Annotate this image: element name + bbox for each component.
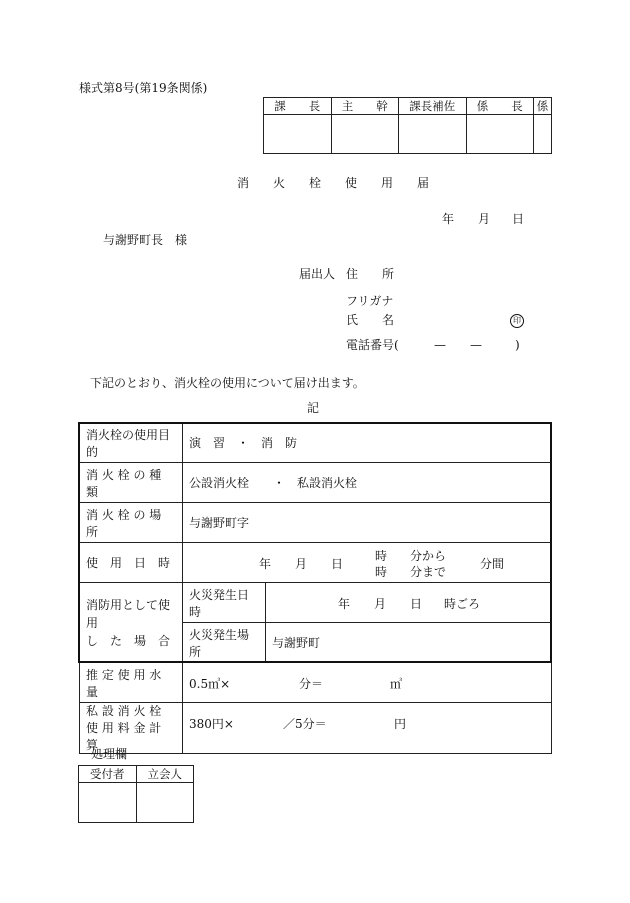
addressee: 与謝野町長 様 xyxy=(103,233,188,247)
fire-place-value[interactable]: 与謝野町 xyxy=(266,623,552,663)
intro-text: 下記のとおり、消火栓の使用について届け出ます。 xyxy=(90,376,365,390)
datetime-value[interactable]: 年 月 日 時 分から 時 分まで 分間 xyxy=(183,543,552,583)
type-value[interactable]: 公設消火栓 ・ 私設消火栓 xyxy=(183,463,552,503)
fee-value[interactable]: 380円× ／5分＝ 円 xyxy=(183,703,552,754)
usage-table xyxy=(79,422,552,754)
location-label: 消 火 栓 の 場 所 xyxy=(80,503,183,543)
phone-close: ) xyxy=(515,338,520,352)
approval-header: 係 長 xyxy=(466,98,534,115)
approval-stamp-cell[interactable] xyxy=(534,115,552,154)
approval-stamp-cell[interactable] xyxy=(466,115,534,154)
phone-dash: — xyxy=(434,338,446,352)
fire-use-label: 消防用として使用 し た 場 合 xyxy=(80,583,183,663)
phone-label: 電話番号( xyxy=(346,338,399,352)
processing-cell[interactable] xyxy=(79,783,137,823)
approval-stamp-cell[interactable] xyxy=(399,115,467,154)
location-value[interactable]: 与謝野町字 xyxy=(183,503,552,543)
fire-datetime-label: 火災発生日時 xyxy=(183,583,266,623)
date-month[interactable]: 月 xyxy=(478,212,491,226)
date-year[interactable]: 年 xyxy=(442,212,455,226)
fire-place-label: 火災発生場所 xyxy=(183,623,266,663)
approval-stamp-cell[interactable] xyxy=(331,115,399,154)
approval-header: 課 長 xyxy=(264,98,332,115)
fire-datetime-value[interactable]: 年 月 日 時ごろ xyxy=(266,583,552,623)
water-value[interactable]: 0.5㎥× 分＝ ㎥ xyxy=(183,663,552,703)
fee-label: 私 設 消 火 栓 使 用 料 金 計 算 xyxy=(80,703,183,754)
phone-dash: — xyxy=(470,338,482,352)
type-label: 消 火 栓 の 種 類 xyxy=(80,463,183,503)
datetime-label: 使 用 日 時 xyxy=(80,543,183,583)
furigana-label: フリガナ xyxy=(346,294,394,308)
document-title: 消 火 栓 使 用 届 xyxy=(237,176,430,190)
purpose-value[interactable]: 演 習 ・ 消 防 xyxy=(183,423,552,463)
processing-title: 処理欄 xyxy=(91,747,128,761)
date-day[interactable]: 日 xyxy=(512,212,525,226)
processing-cell[interactable] xyxy=(136,783,194,823)
approval-header: 主 幹 xyxy=(331,98,399,115)
approval-header: 係 xyxy=(534,98,552,115)
processing-header: 立会人 xyxy=(136,766,194,783)
processing-table xyxy=(78,765,194,823)
processing-header: 受付者 xyxy=(79,766,137,783)
approval-stamp-table xyxy=(263,97,552,154)
seal-mark xyxy=(510,313,524,328)
name-label: 氏 名 xyxy=(346,313,395,327)
address-label: 住 所 xyxy=(346,267,395,281)
ki-heading: 記 xyxy=(307,401,320,415)
water-label: 推 定 使 用 水 量 xyxy=(80,663,183,703)
applicant-label: 届出人 xyxy=(299,267,336,281)
approval-header: 課長補佐 xyxy=(399,98,467,115)
seal-icon: 印 xyxy=(510,314,524,328)
form-number: 様式第8号(第19条関係) xyxy=(79,81,208,95)
purpose-label: 消火栓の使用目的 xyxy=(80,423,183,463)
approval-stamp-cell[interactable] xyxy=(264,115,332,154)
